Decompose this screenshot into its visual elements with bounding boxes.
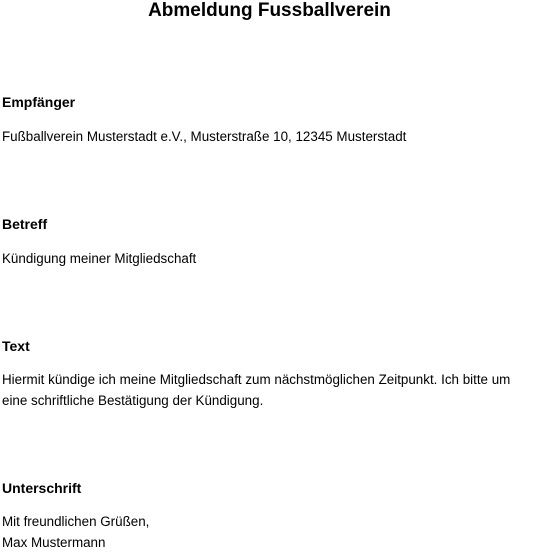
page-title: Abmeldung Fussballverein bbox=[148, 0, 391, 21]
signature-name: Max Mustermann bbox=[2, 535, 106, 550]
signature-closing: Mit freundlichen Grüßen, bbox=[2, 514, 150, 529]
recipient-address: Fußballverein Musterstadt e.V., Musterstraße 10, 12345 Musterstadt bbox=[2, 129, 407, 144]
signature-heading: Unterschrift bbox=[2, 480, 82, 496]
subject-text: Kündigung meiner Mitgliedschaft bbox=[2, 251, 197, 266]
recipient-heading: Empfänger bbox=[2, 94, 76, 110]
signature-block bbox=[2, 511, 536, 553]
text-heading: Text bbox=[2, 338, 30, 354]
letter-body-text: Hiermit kündige ich meine Mitgliedschaft zum nächstmöglichen Zeitpunkt. Ich bitte um eine schriftliche Bestätigung der Kündigung. bbox=[2, 372, 511, 408]
subject-heading: Betreff bbox=[2, 216, 48, 232]
